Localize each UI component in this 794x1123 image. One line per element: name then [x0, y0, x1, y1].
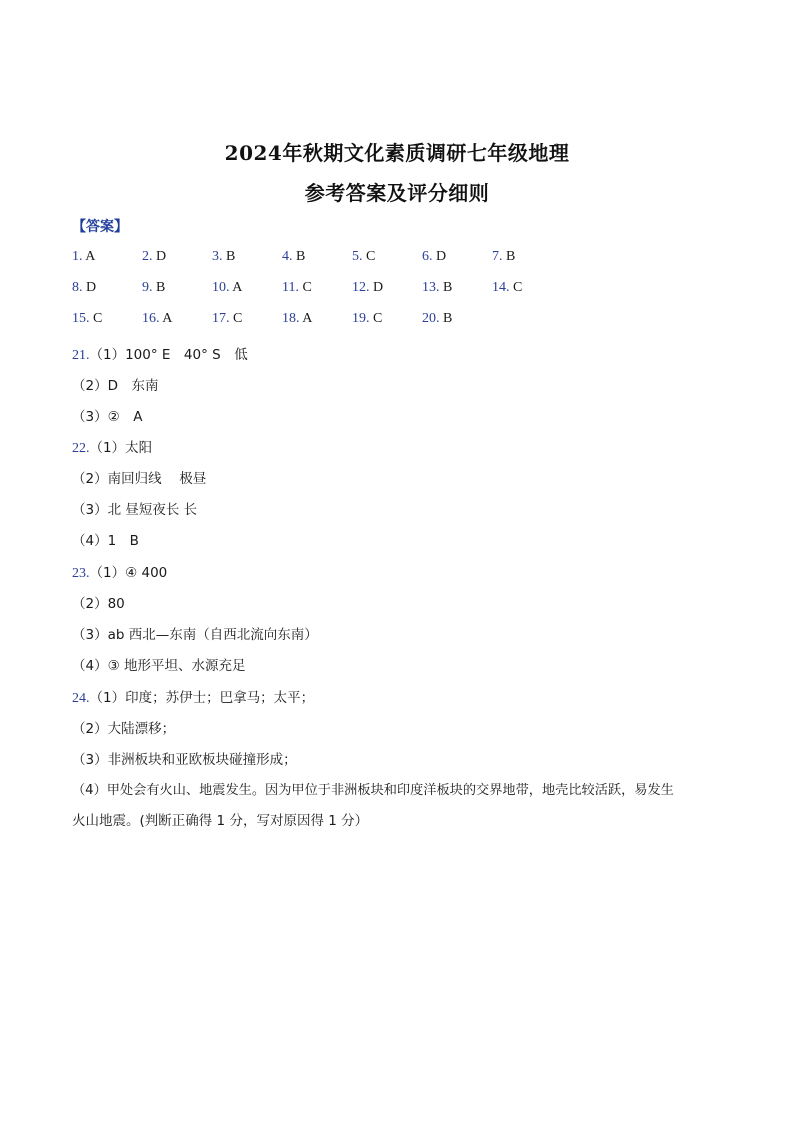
page-title: 2024年秋期文化素质调研七年级地理 — [224, 141, 570, 165]
q24-part-4-line-2: 火山地震。(判断正确得 1 分，写对原因得 1 分） — [72, 813, 369, 829]
mc-item-3: 3. B — [212, 249, 236, 264]
mc-item-14: 14. C — [492, 280, 523, 295]
q22-part-1: 22.（1）太阳 — [72, 440, 153, 456]
answer-label: 【答案】 — [72, 219, 128, 235]
mc-item-5: 5. C — [352, 249, 376, 264]
question-number: 24. — [72, 691, 90, 706]
mc-item-8: 8. D — [72, 280, 97, 295]
mc-item-2: 2. D — [142, 249, 167, 264]
mc-row-3 — [72, 311, 772, 331]
mc-item-12: 12. D — [352, 280, 384, 295]
q24-part-1: 24.（1）印度；苏伊士；巴拿马；太平； — [72, 690, 315, 706]
q22-part-2: （2）南回归线 极昼 — [72, 471, 207, 487]
mc-item-4: 4. B — [282, 249, 306, 264]
mc-item-18: 18. A — [282, 311, 313, 326]
q21-part-2: （2）D 东南 — [72, 378, 159, 394]
q23-part-2: （2）80 — [72, 596, 125, 612]
mc-item-13: 13. B — [422, 280, 453, 295]
question-number: 22. — [72, 441, 90, 456]
mc-item-15: 15. C — [72, 311, 103, 326]
mc-item-16: 16. A — [142, 311, 173, 326]
mc-item-19: 19. C — [352, 311, 383, 326]
q21-part-3: （3）② A — [72, 409, 143, 425]
mc-item-17: 17. C — [212, 311, 243, 326]
mc-item-6: 6. D — [422, 249, 447, 264]
q22-part-4: （4）1 B — [72, 533, 139, 549]
q24-part-4-line-1: （4）甲处会有火山、地震发生。因为甲位于非洲板块和印度洋板块的交界地带，地壳比较活跃，易发生 — [72, 783, 674, 798]
mc-item-20: 20. B — [422, 311, 453, 326]
mc-row-1 — [72, 249, 772, 269]
q22-part-3: （3）北 昼短夜长 长 — [72, 502, 198, 518]
mc-item-7: 7. B — [492, 249, 516, 264]
mc-item-9: 9. B — [142, 280, 166, 295]
mc-row-2 — [72, 280, 772, 300]
mc-item-11: 11. C — [282, 280, 312, 295]
q21-part-1: 21.（1）100° E 40° S 低 — [72, 347, 248, 363]
q24-part-3: （3）非洲板块和亚欧板块碰撞形成； — [72, 752, 297, 768]
mc-item-10: 10. A — [212, 280, 243, 295]
q23-part-1: 23.（1）④ 400 — [72, 565, 168, 581]
mc-item-1: 1. A — [72, 249, 96, 264]
page-subtitle: 参考答案及评分细则 — [304, 181, 490, 205]
q24-part-2: （2）大陆漂移； — [72, 721, 176, 737]
question-number: 23. — [72, 566, 90, 581]
q23-part-4: （4）③ 地形平坦、水源充足 — [72, 658, 246, 674]
question-number: 21. — [72, 348, 90, 363]
q23-part-3: （3）ab 西北—东南（自西北流向东南） — [72, 627, 318, 643]
